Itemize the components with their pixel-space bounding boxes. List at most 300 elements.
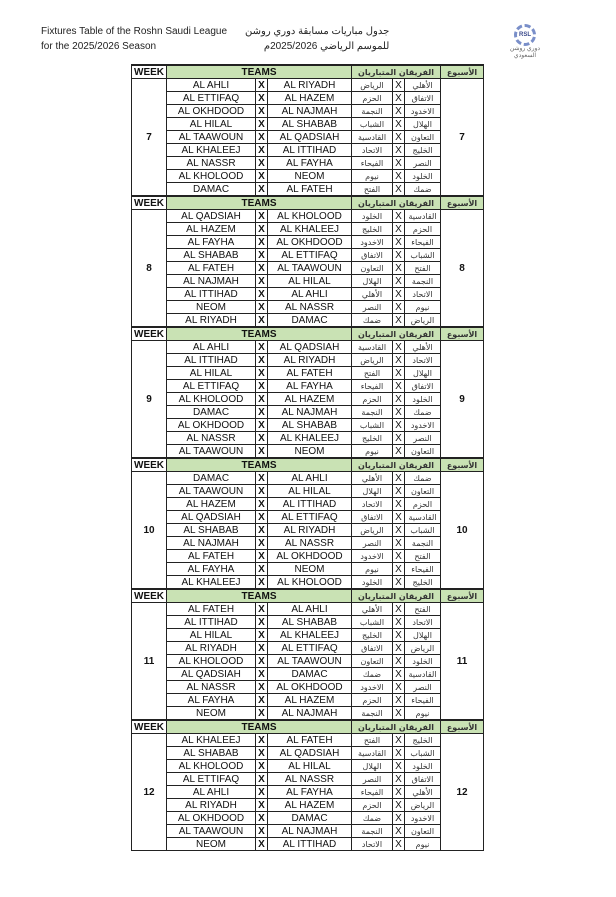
- away-team: AL QADSIAH: [268, 341, 352, 354]
- away-team: NEOM: [268, 445, 352, 459]
- away-team-arabic: الخلود: [352, 576, 393, 590]
- away-team-arabic: الشباب: [352, 419, 393, 432]
- home-team: DAMAC: [167, 183, 256, 197]
- match-row: [132, 603, 484, 616]
- home-team-arabic: الاتفاق: [405, 92, 441, 105]
- match-row: [132, 694, 484, 707]
- home-team-arabic: الاتفاق: [405, 380, 441, 393]
- versus-mark-arabic: X: [393, 747, 405, 760]
- away-team: AL KHALEEJ: [268, 629, 352, 642]
- away-team: AL HAZEM: [268, 799, 352, 812]
- home-team: DAMAC: [167, 406, 256, 419]
- home-team-arabic: القادسية: [405, 511, 441, 524]
- away-team: AL ITTIHAD: [268, 498, 352, 511]
- away-team-arabic: الاتحاد: [352, 498, 393, 511]
- versus-mark: X: [256, 694, 268, 707]
- home-team: AL KHOLOOD: [167, 655, 256, 668]
- versus-mark-arabic: X: [393, 655, 405, 668]
- home-team: AL TAAWOUN: [167, 445, 256, 459]
- home-team-arabic: نيوم: [405, 301, 441, 314]
- versus-mark: X: [256, 183, 268, 197]
- versus-mark: X: [256, 629, 268, 642]
- week-arabic-column-header: الأسبوع: [441, 720, 484, 734]
- home-team-arabic: نيوم: [405, 707, 441, 721]
- away-team: NEOM: [268, 170, 352, 183]
- away-team-arabic: الشباب: [352, 616, 393, 629]
- home-team: AL FATEH: [167, 262, 256, 275]
- week-column-header: WEEK: [132, 65, 167, 79]
- home-team-arabic: الفتح: [405, 550, 441, 563]
- match-row: [132, 432, 484, 445]
- home-team: AL TAAWOUN: [167, 485, 256, 498]
- home-team-arabic: الاتحاد: [405, 288, 441, 301]
- home-team: AL RIYADH: [167, 799, 256, 812]
- versus-mark: X: [256, 131, 268, 144]
- away-team-arabic: الحزم: [352, 393, 393, 406]
- away-team-arabic: الهلال: [352, 760, 393, 773]
- home-team: AL ITTIHAD: [167, 354, 256, 367]
- versus-mark: X: [256, 288, 268, 301]
- week-column-header: WEEK: [132, 196, 167, 210]
- away-team: AL FATEH: [268, 367, 352, 380]
- away-team-arabic: الشباب: [352, 118, 393, 131]
- logo-caption: دوري روشن السعودي: [509, 46, 541, 59]
- match-row: [132, 812, 484, 825]
- away-team-arabic: الفتح: [352, 183, 393, 197]
- away-team-arabic: نيوم: [352, 170, 393, 183]
- home-team-arabic: الشباب: [405, 249, 441, 262]
- title-en-line2: for the 2025/2026 Season: [41, 41, 157, 52]
- versus-mark: X: [256, 747, 268, 760]
- versus-mark-arabic: X: [393, 157, 405, 170]
- away-team: AL HILAL: [268, 275, 352, 288]
- versus-mark: X: [256, 341, 268, 354]
- match-row: [132, 210, 484, 223]
- versus-mark-arabic: X: [393, 707, 405, 721]
- home-team: AL KHOLOOD: [167, 393, 256, 406]
- away-team: AL OKHDOOD: [268, 681, 352, 694]
- home-team: AL KHOLOOD: [167, 170, 256, 183]
- versus-mark: X: [256, 511, 268, 524]
- versus-mark: X: [256, 236, 268, 249]
- home-team-arabic: الخلود: [405, 760, 441, 773]
- versus-mark-arabic: X: [393, 511, 405, 524]
- versus-mark-arabic: X: [393, 773, 405, 786]
- home-team: AL RIYADH: [167, 642, 256, 655]
- versus-mark: X: [256, 681, 268, 694]
- away-team-arabic: الاتفاق: [352, 511, 393, 524]
- away-team-arabic: الحزم: [352, 694, 393, 707]
- versus-mark-arabic: X: [393, 668, 405, 681]
- home-team: AL KHOLOOD: [167, 760, 256, 773]
- away-team-arabic: التعاون: [352, 262, 393, 275]
- match-row: [132, 144, 484, 157]
- home-team-arabic: الأهلي: [405, 79, 441, 92]
- versus-mark: X: [256, 799, 268, 812]
- logo-emblem-icon: RSL: [514, 24, 536, 46]
- home-team: AL KHALEEJ: [167, 576, 256, 590]
- versus-mark: X: [256, 524, 268, 537]
- versus-mark-arabic: X: [393, 275, 405, 288]
- away-team-arabic: الاتحاد: [352, 144, 393, 157]
- versus-mark-arabic: X: [393, 144, 405, 157]
- away-team: AL KHALEEJ: [268, 223, 352, 236]
- versus-mark: X: [256, 655, 268, 668]
- away-team: AL ITTIHAD: [268, 144, 352, 157]
- match-row: [132, 380, 484, 393]
- home-team: AL ETTIFAQ: [167, 380, 256, 393]
- week-number: 8: [132, 210, 167, 328]
- home-team-arabic: الشباب: [405, 747, 441, 760]
- home-team-arabic: نيوم: [405, 838, 441, 851]
- versus-mark-arabic: X: [393, 419, 405, 432]
- versus-mark-arabic: X: [393, 406, 405, 419]
- versus-mark: X: [256, 144, 268, 157]
- versus-mark-arabic: X: [393, 210, 405, 223]
- versus-mark: X: [256, 210, 268, 223]
- home-team: AL OKHDOOD: [167, 419, 256, 432]
- away-team-arabic: النصر: [352, 301, 393, 314]
- teams-arabic-column-header: الفريقان المتباريان: [352, 327, 441, 341]
- home-team-arabic: الخلود: [405, 170, 441, 183]
- home-team: AL AHLI: [167, 341, 256, 354]
- teams-arabic-column-header: الفريقان المتباريان: [352, 589, 441, 603]
- home-team: AL FAYHA: [167, 236, 256, 249]
- teams-arabic-column-header: الفريقان المتباريان: [352, 196, 441, 210]
- versus-mark: X: [256, 301, 268, 314]
- versus-mark-arabic: X: [393, 367, 405, 380]
- away-team-arabic: الفتح: [352, 367, 393, 380]
- teams-arabic-column-header: الفريقان المتباريان: [352, 458, 441, 472]
- week-column-header: WEEK: [132, 589, 167, 603]
- away-team-arabic: الرياض: [352, 354, 393, 367]
- home-team-arabic: الخليج: [405, 576, 441, 590]
- home-team-arabic: الهلال: [405, 118, 441, 131]
- away-team: AL ETTIFAQ: [268, 249, 352, 262]
- versus-mark-arabic: X: [393, 105, 405, 118]
- match-row: [132, 550, 484, 563]
- home-team-arabic: الشباب: [405, 524, 441, 537]
- versus-mark-arabic: X: [393, 262, 405, 275]
- away-team: AL TAAWOUN: [268, 655, 352, 668]
- match-row: [132, 537, 484, 550]
- versus-mark-arabic: X: [393, 799, 405, 812]
- away-team-arabic: القادسية: [352, 131, 393, 144]
- versus-mark: X: [256, 249, 268, 262]
- home-team-arabic: النجمة: [405, 275, 441, 288]
- away-team: AL NASSR: [268, 773, 352, 786]
- versus-mark: X: [256, 707, 268, 721]
- match-row: [132, 511, 484, 524]
- teams-column-header: TEAMS: [167, 720, 352, 734]
- home-team-arabic: القادسية: [405, 668, 441, 681]
- home-team-arabic: الأهلي: [405, 341, 441, 354]
- away-team-arabic: النجمة: [352, 105, 393, 118]
- home-team-arabic: النصر: [405, 432, 441, 445]
- home-team-arabic: الفيحاء: [405, 236, 441, 249]
- match-row: [132, 707, 484, 721]
- away-team: NEOM: [268, 563, 352, 576]
- match-row: [132, 79, 484, 92]
- versus-mark: X: [256, 275, 268, 288]
- away-team: AL AHLI: [268, 288, 352, 301]
- versus-mark-arabic: X: [393, 838, 405, 851]
- home-team-arabic: ضمك: [405, 183, 441, 197]
- versus-mark-arabic: X: [393, 786, 405, 799]
- match-row: [132, 157, 484, 170]
- away-team-arabic: الأهلي: [352, 472, 393, 485]
- home-team: NEOM: [167, 838, 256, 851]
- document-title-arabic: [245, 24, 389, 54]
- versus-mark: X: [256, 170, 268, 183]
- match-row: [132, 773, 484, 786]
- home-team: AL HAZEM: [167, 223, 256, 236]
- versus-mark-arabic: X: [393, 550, 405, 563]
- home-team: AL OKHDOOD: [167, 812, 256, 825]
- week-number: 7: [132, 79, 167, 197]
- home-team: AL KHALEEJ: [167, 144, 256, 157]
- away-team: AL FAYHA: [268, 157, 352, 170]
- home-team: AL ITTIHAD: [167, 616, 256, 629]
- home-team: AL ETTIFAQ: [167, 92, 256, 105]
- versus-mark-arabic: X: [393, 642, 405, 655]
- away-team: AL FATEH: [268, 183, 352, 197]
- away-team: AL QADSIAH: [268, 747, 352, 760]
- home-team: AL AHLI: [167, 786, 256, 799]
- title-ar-line1: جدول مباريات مسابقة دوري روشن: [245, 26, 390, 37]
- away-team: AL OKHDOOD: [268, 550, 352, 563]
- week-number: 10: [132, 472, 167, 590]
- home-team: AL QADSIAH: [167, 511, 256, 524]
- home-team: AL NASSR: [167, 157, 256, 170]
- home-team: NEOM: [167, 707, 256, 721]
- match-row: [132, 576, 484, 590]
- versus-mark: X: [256, 498, 268, 511]
- versus-mark-arabic: X: [393, 485, 405, 498]
- match-row: [132, 838, 484, 851]
- away-team: AL RIYADH: [268, 354, 352, 367]
- home-team-arabic: الرياض: [405, 314, 441, 328]
- week-header-row: [132, 327, 484, 341]
- away-team-arabic: الاخدود: [352, 681, 393, 694]
- home-team-arabic: الخلود: [405, 655, 441, 668]
- week-arabic-column-header: الأسبوع: [441, 65, 484, 79]
- away-team-arabic: الرياض: [352, 524, 393, 537]
- versus-mark: X: [256, 537, 268, 550]
- away-team-arabic: الخليج: [352, 629, 393, 642]
- title-ar-line2: للموسم الرياضي 2025/2026م: [263, 41, 390, 52]
- versus-mark-arabic: X: [393, 288, 405, 301]
- versus-mark-arabic: X: [393, 576, 405, 590]
- home-team: AL FAYHA: [167, 563, 256, 576]
- away-team-arabic: الفيحاء: [352, 786, 393, 799]
- match-row: [132, 314, 484, 328]
- match-row: [132, 681, 484, 694]
- away-team-arabic: الهلال: [352, 485, 393, 498]
- home-team-arabic: الحزم: [405, 498, 441, 511]
- match-row: [132, 118, 484, 131]
- week-number-arabic-side: 9: [441, 341, 484, 459]
- away-team: AL AHLI: [268, 472, 352, 485]
- match-row: [132, 170, 484, 183]
- week-number-arabic-side: 10: [441, 472, 484, 590]
- versus-mark-arabic: X: [393, 79, 405, 92]
- week-number-arabic-side: 7: [441, 79, 484, 197]
- away-team-arabic: الفتح: [352, 734, 393, 747]
- away-team-arabic: القادسية: [352, 747, 393, 760]
- title-en-line1: Fixtures Table of the Roshn Saudi League: [41, 26, 228, 37]
- match-row: [132, 249, 484, 262]
- week-arabic-column-header: الأسبوع: [441, 589, 484, 603]
- versus-mark: X: [256, 825, 268, 838]
- away-team-arabic: الخليج: [352, 223, 393, 236]
- home-team-arabic: النصر: [405, 681, 441, 694]
- week-column-header: WEEK: [132, 720, 167, 734]
- away-team-arabic: ضمك: [352, 668, 393, 681]
- versus-mark: X: [256, 393, 268, 406]
- home-team: AL HILAL: [167, 367, 256, 380]
- versus-mark: X: [256, 642, 268, 655]
- away-team: AL NASSR: [268, 537, 352, 550]
- week-header-row: [132, 589, 484, 603]
- away-team: DAMAC: [268, 314, 352, 328]
- home-team-arabic: الخليج: [405, 144, 441, 157]
- home-team-arabic: الفيحاء: [405, 694, 441, 707]
- away-team: AL SHABAB: [268, 616, 352, 629]
- away-team-arabic: الاتفاق: [352, 249, 393, 262]
- away-team: AL NAJMAH: [268, 105, 352, 118]
- home-team-arabic: القادسية: [405, 210, 441, 223]
- away-team: AL AHLI: [268, 603, 352, 616]
- away-team: AL FATEH: [268, 734, 352, 747]
- versus-mark-arabic: X: [393, 223, 405, 236]
- away-team-arabic: النصر: [352, 773, 393, 786]
- versus-mark-arabic: X: [393, 681, 405, 694]
- match-row: [132, 354, 484, 367]
- versus-mark-arabic: X: [393, 236, 405, 249]
- week-number: 9: [132, 341, 167, 459]
- away-team: AL KHALEEJ: [268, 432, 352, 445]
- home-team: AL SHABAB: [167, 747, 256, 760]
- away-team: AL NAJMAH: [268, 707, 352, 721]
- week-header-row: [132, 720, 484, 734]
- match-row: [132, 668, 484, 681]
- home-team: AL FATEH: [167, 603, 256, 616]
- home-team: AL FATEH: [167, 550, 256, 563]
- home-team: DAMAC: [167, 472, 256, 485]
- versus-mark: X: [256, 472, 268, 485]
- versus-mark-arabic: X: [393, 472, 405, 485]
- home-team-arabic: الاتحاد: [405, 616, 441, 629]
- home-team-arabic: التعاون: [405, 485, 441, 498]
- match-row: [132, 629, 484, 642]
- match-row: [132, 341, 484, 354]
- versus-mark: X: [256, 406, 268, 419]
- versus-mark: X: [256, 563, 268, 576]
- week-number: 11: [132, 603, 167, 721]
- week-arabic-column-header: الأسبوع: [441, 196, 484, 210]
- versus-mark: X: [256, 92, 268, 105]
- home-team: AL OKHDOOD: [167, 105, 256, 118]
- week-column-header: WEEK: [132, 327, 167, 341]
- away-team: AL NAJMAH: [268, 825, 352, 838]
- away-team-arabic: الأهلي: [352, 288, 393, 301]
- match-row: [132, 642, 484, 655]
- away-team: AL HILAL: [268, 760, 352, 773]
- home-team-arabic: الخليج: [405, 734, 441, 747]
- week-number-arabic-side: 11: [441, 603, 484, 721]
- home-team-arabic: الرياض: [405, 799, 441, 812]
- versus-mark-arabic: X: [393, 314, 405, 328]
- home-team-arabic: الاتحاد: [405, 354, 441, 367]
- match-row: [132, 445, 484, 459]
- match-row: [132, 288, 484, 301]
- versus-mark-arabic: X: [393, 537, 405, 550]
- match-row: [132, 262, 484, 275]
- versus-mark-arabic: X: [393, 341, 405, 354]
- versus-mark: X: [256, 445, 268, 459]
- home-team: AL FAYHA: [167, 694, 256, 707]
- away-team-arabic: الرياض: [352, 79, 393, 92]
- away-team-arabic: الخلود: [352, 210, 393, 223]
- week-arabic-column-header: الأسبوع: [441, 327, 484, 341]
- away-team-arabic: نيوم: [352, 563, 393, 576]
- versus-mark: X: [256, 262, 268, 275]
- away-team: AL QADSIAH: [268, 131, 352, 144]
- away-team-arabic: الفيحاء: [352, 380, 393, 393]
- home-team-arabic: الاتفاق: [405, 773, 441, 786]
- versus-mark-arabic: X: [393, 183, 405, 197]
- home-team-arabic: الفيحاء: [405, 563, 441, 576]
- versus-mark: X: [256, 668, 268, 681]
- versus-mark-arabic: X: [393, 393, 405, 406]
- versus-mark: X: [256, 314, 268, 328]
- versus-mark: X: [256, 734, 268, 747]
- away-team-arabic: الاتحاد: [352, 838, 393, 851]
- match-row: [132, 419, 484, 432]
- away-team-arabic: ضمك: [352, 314, 393, 328]
- match-row: [132, 236, 484, 249]
- home-team: AL QADSIAH: [167, 668, 256, 681]
- versus-mark: X: [256, 432, 268, 445]
- home-team: AL HAZEM: [167, 498, 256, 511]
- match-row: [132, 760, 484, 773]
- away-team: AL ETTIFAQ: [268, 511, 352, 524]
- home-team: NEOM: [167, 301, 256, 314]
- away-team: DAMAC: [268, 668, 352, 681]
- versus-mark: X: [256, 786, 268, 799]
- home-team: AL SHABAB: [167, 524, 256, 537]
- versus-mark: X: [256, 576, 268, 590]
- versus-mark-arabic: X: [393, 498, 405, 511]
- home-team-arabic: الرياض: [405, 642, 441, 655]
- week-number: 12: [132, 734, 167, 851]
- away-team-arabic: ضمك: [352, 812, 393, 825]
- versus-mark-arabic: X: [393, 445, 405, 459]
- home-team-arabic: الاخدود: [405, 812, 441, 825]
- versus-mark: X: [256, 485, 268, 498]
- home-team-arabic: التعاون: [405, 445, 441, 459]
- away-team-arabic: الهلال: [352, 275, 393, 288]
- versus-mark: X: [256, 773, 268, 786]
- versus-mark: X: [256, 79, 268, 92]
- away-team: AL RIYADH: [268, 524, 352, 537]
- away-team-arabic: الحزم: [352, 92, 393, 105]
- home-team: AL NAJMAH: [167, 537, 256, 550]
- away-team: AL TAAWOUN: [268, 262, 352, 275]
- away-team: AL KHOLOOD: [268, 576, 352, 590]
- home-team: AL TAAWOUN: [167, 131, 256, 144]
